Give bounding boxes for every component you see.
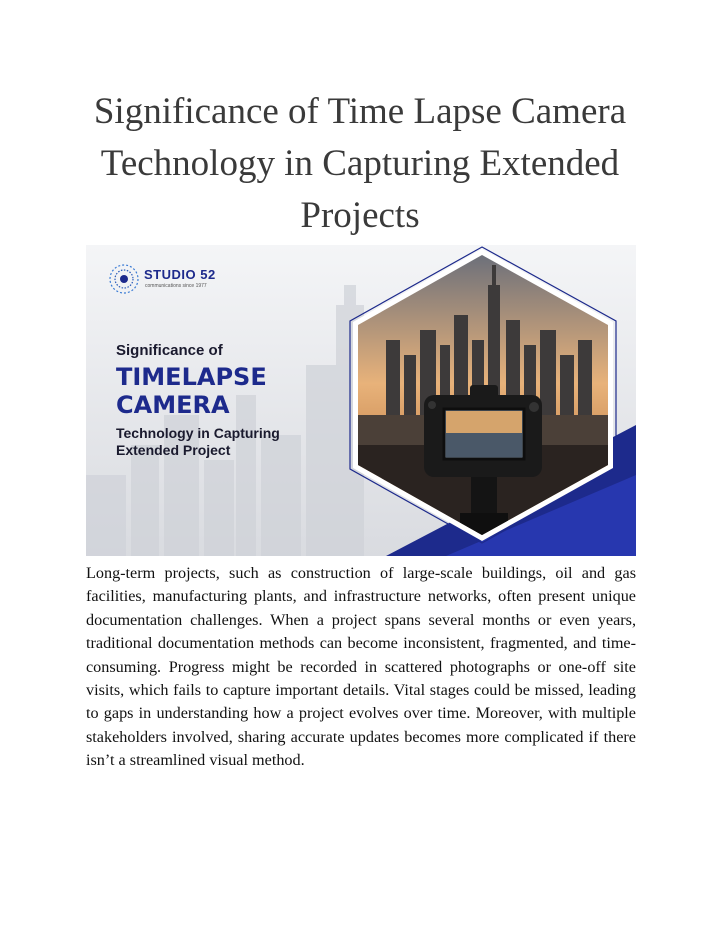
banner-subheading-line2: Extended Project — [116, 442, 231, 458]
banner-image — [86, 245, 636, 556]
banner-heading-timelapse: TIMELAPSE — [116, 363, 267, 391]
banner-subheading-line1: Technology in Capturing — [116, 425, 280, 441]
logo-tagline: communications since 1977 — [145, 283, 207, 289]
banner-heading-small: Significance of — [116, 342, 223, 359]
banner-heading-large — [116, 363, 267, 419]
logo-name: STUDIO 52 — [144, 267, 216, 282]
banner-subheading — [116, 425, 280, 459]
page-title: Significance of Time Lapse Camera Technology in Capturing Extended Projects — [93, 91, 627, 236]
body-paragraph: Long-term projects, such as construction of large-scale buildings, oil and gas facilities, manufacturing plants, and infrastructure networks, often present unique documentation challenges. When a project spans several months or even years, traditional documentation methods can become inconsistent, fragmented, and time-consuming. Progress might be recorded in scattered photographs or one-off site visits, which fails to capture important details. Vital stages could be missed, leading to gaps in understanding how a project evolves over time. Moreover, with multiple stakeholders involved, sharing accurate updates becomes more complicated if there isn’t a streamlined visual method. — [86, 564, 636, 770]
banner-heading-camera: CAMERA — [116, 391, 230, 419]
